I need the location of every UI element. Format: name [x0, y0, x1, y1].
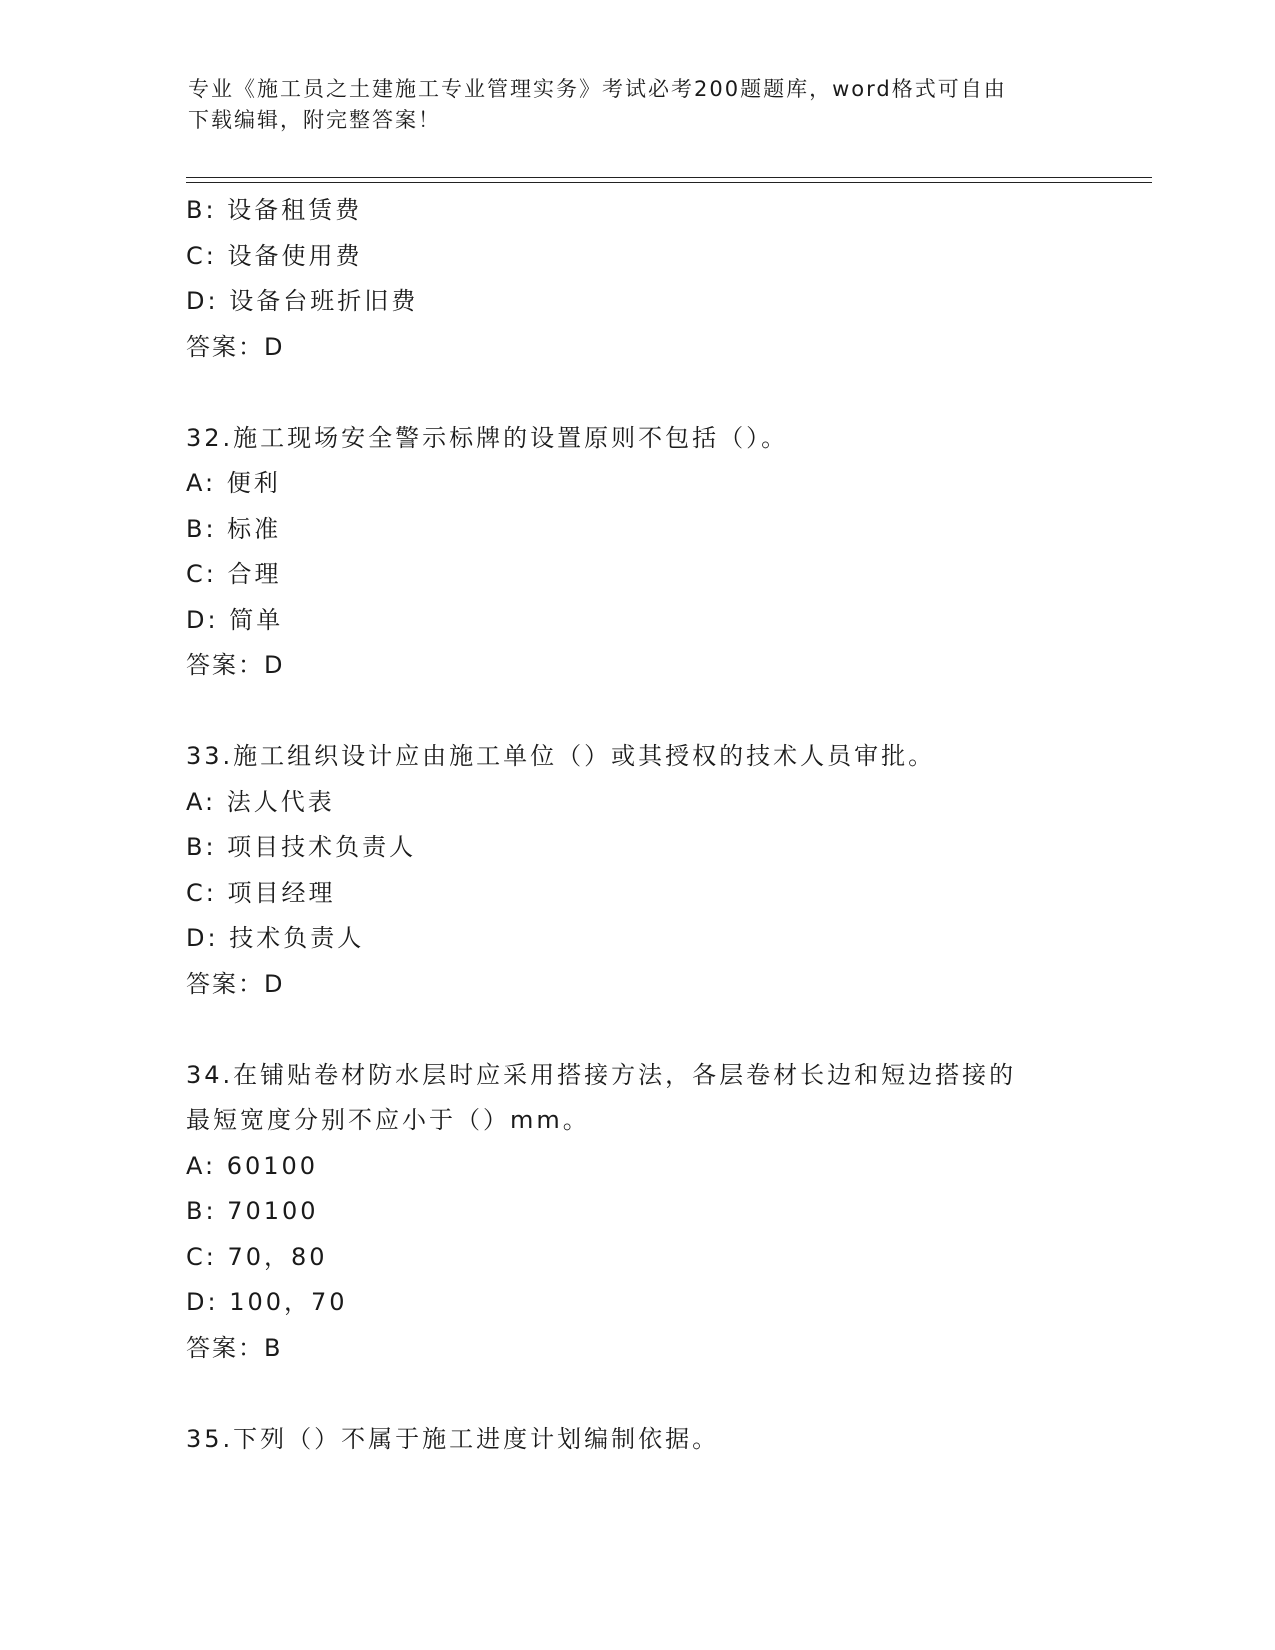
header-divider-bottom [186, 182, 1152, 183]
option-b: B: 项目技术负责人 [186, 833, 417, 861]
question-list [186, 188, 1126, 1462]
option-a: A: 60100 [186, 1151, 319, 1180]
answer-label: 答案：D [186, 651, 285, 679]
question-block-continued [186, 188, 1126, 370]
header-line-2: 下载编辑，附完整答案！ [188, 108, 441, 132]
option-d: D: 简单 [186, 605, 284, 634]
option-b: B: 70100 [186, 1197, 319, 1225]
answer-label: 答案：B [186, 1333, 283, 1362]
question-text: 32.施工现场安全警示标牌的设置原则不包括（）。 [186, 423, 789, 452]
header-divider-top [186, 177, 1152, 178]
question-block-35 [186, 1417, 1126, 1463]
question-text: 33.施工组织设计应由施工单位（）或其授权的技术人员审批。 [186, 742, 936, 770]
question-block-32 [186, 416, 1126, 689]
spacer [186, 689, 1126, 735]
option-a: A: 便利 [186, 469, 281, 497]
option-a: A: 法人代表 [186, 787, 335, 816]
option-d: D: 设备台班折旧费 [186, 287, 419, 315]
document-header [188, 74, 1068, 136]
question-text: 35.下列（）不属于施工进度计划编制依据。 [186, 1424, 720, 1453]
option-d: D: 技术负责人 [186, 924, 365, 952]
question-text-line-1: 34.在铺贴卷材防水层时应采用搭接方法，各层卷材长边和短边搭接的 [186, 1060, 1017, 1089]
spacer [186, 370, 1126, 416]
spacer [186, 1007, 1126, 1053]
option-b: B: 标准 [186, 514, 282, 543]
header-line-1: 专业《施工员之土建施工专业管理实务》考试必考200题题库，word格式可自由 [188, 77, 1007, 101]
answer-label: 答案：D [186, 332, 285, 361]
question-text-line-2: 最短宽度分别不应小于（）mm。 [186, 1106, 590, 1134]
option-c: C: 合理 [186, 560, 282, 588]
option-c: C: 70，80 [186, 1242, 328, 1271]
option-c: C: 项目经理 [186, 878, 336, 907]
answer-label: 答案：D [186, 969, 285, 998]
option-b: B: 设备租赁费 [186, 196, 363, 224]
option-d: D: 100，70 [186, 1288, 348, 1316]
option-c: C: 设备使用费 [186, 241, 363, 270]
question-block-34 [186, 1053, 1126, 1372]
spacer [186, 1371, 1126, 1417]
question-block-33 [186, 734, 1126, 1007]
